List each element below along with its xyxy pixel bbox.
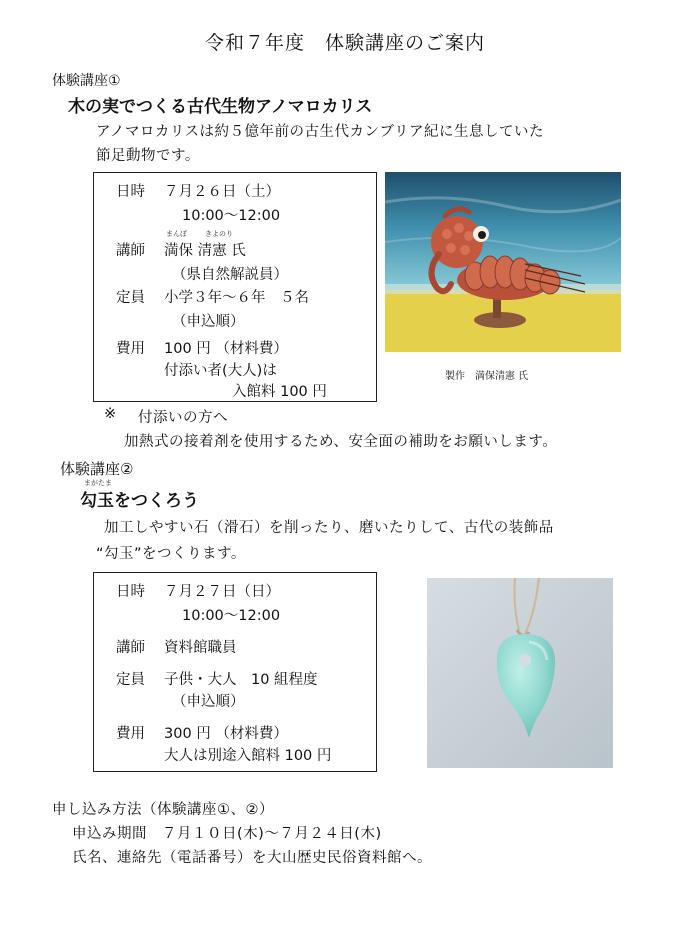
course2-desc-line2: “勾玉”をつくります。: [96, 546, 246, 562]
course1-fee-note2: 入館料 100 円: [232, 384, 327, 400]
magatama-image: [427, 578, 613, 768]
course1-lecturer-ruby2: きよのり: [205, 230, 233, 238]
course1-lecturer-label: 講師: [116, 243, 145, 259]
apply-period: 申込み期間 ７月１０日(木)～７月２４日(木): [72, 826, 382, 842]
course2-capacity-value: 子供・大人 10 組程度: [164, 672, 318, 688]
apply-contact: 氏名、連絡先（電話番号）を大山歴史民俗資料館へ。: [72, 850, 432, 866]
course1-title: 木の実でつくる古代生物アノマロカリス: [68, 97, 373, 117]
course2-lecturer-value: 資料館職員: [164, 640, 237, 656]
page-title: 令和７年度 体験講座のご案内: [204, 32, 485, 54]
course1-desc-line1: アノマロカリスは約５億年前の古生代カンブリア紀に生息していた: [96, 124, 544, 140]
course1-note-text: 加熱式の接着剤を使用するため、安全面の補助をお願いします。: [124, 434, 558, 450]
course1-note-title: 付添いの方へ: [138, 410, 228, 426]
course2-title: 勾玉をつくろう: [80, 491, 199, 511]
course1-lecturer-value: 満保 清憲 氏: [164, 243, 246, 259]
course1-desc-line2: 節足動物です。: [96, 148, 200, 164]
course1-fee-note1: 付添い者(大人)は: [164, 363, 277, 379]
course1-lecturer-role: （県自然解説員）: [172, 267, 288, 283]
course2-fee-value: 300 円 （材料費）: [164, 726, 288, 742]
course1-fee-value: 100 円 （材料費）: [164, 341, 288, 357]
course1-label: 体験講座①: [52, 73, 121, 89]
course1-capacity-label: 定員: [116, 290, 145, 306]
anomalocaris-image: [385, 172, 621, 352]
course2-date-value: ７月２７日（日）: [164, 584, 280, 600]
course1-time-value: 10:00～12:00: [182, 208, 281, 224]
course2-fee-note1: 大人は別途入館料 100 円: [164, 748, 332, 764]
course2-label: 体験講座②: [60, 460, 134, 478]
course1-capacity-value: 小学３年～６年 ５名: [164, 290, 309, 306]
course1-photo-caption: 製作 満保清憲 氏: [445, 371, 529, 382]
apply-title: 申し込み方法（体験講座①、②）: [52, 802, 274, 818]
anomalocaris-photo: [385, 172, 621, 352]
course1-date-label: 日時: [116, 184, 145, 200]
course1-fee-label: 費用: [116, 341, 145, 357]
course1-date-value: ７月２６日（土）: [164, 184, 280, 200]
course2-capacity-label: 定員: [116, 672, 145, 688]
magatama-photo: [427, 578, 613, 768]
course1-note-mark: ※: [104, 406, 117, 422]
course2-capacity-note: （申込順）: [172, 694, 245, 710]
course2-lecturer-label: 講師: [116, 640, 145, 656]
course2-desc-line1: 加工しやすい石（滑石）を削ったり、磨いたりして、古代の装飾品: [104, 520, 554, 536]
course2-info-box: [93, 572, 377, 772]
course1-lecturer-ruby1: まんぼ: [166, 230, 187, 238]
course2-time-value: 10:00～12:00: [182, 608, 281, 624]
course2-fee-label: 費用: [116, 726, 145, 742]
course1-info-box: [93, 172, 377, 402]
course2-date-label: 日時: [116, 584, 145, 600]
course2-title-ruby: まがたま: [84, 479, 112, 487]
course1-capacity-note: （申込順）: [172, 314, 245, 330]
